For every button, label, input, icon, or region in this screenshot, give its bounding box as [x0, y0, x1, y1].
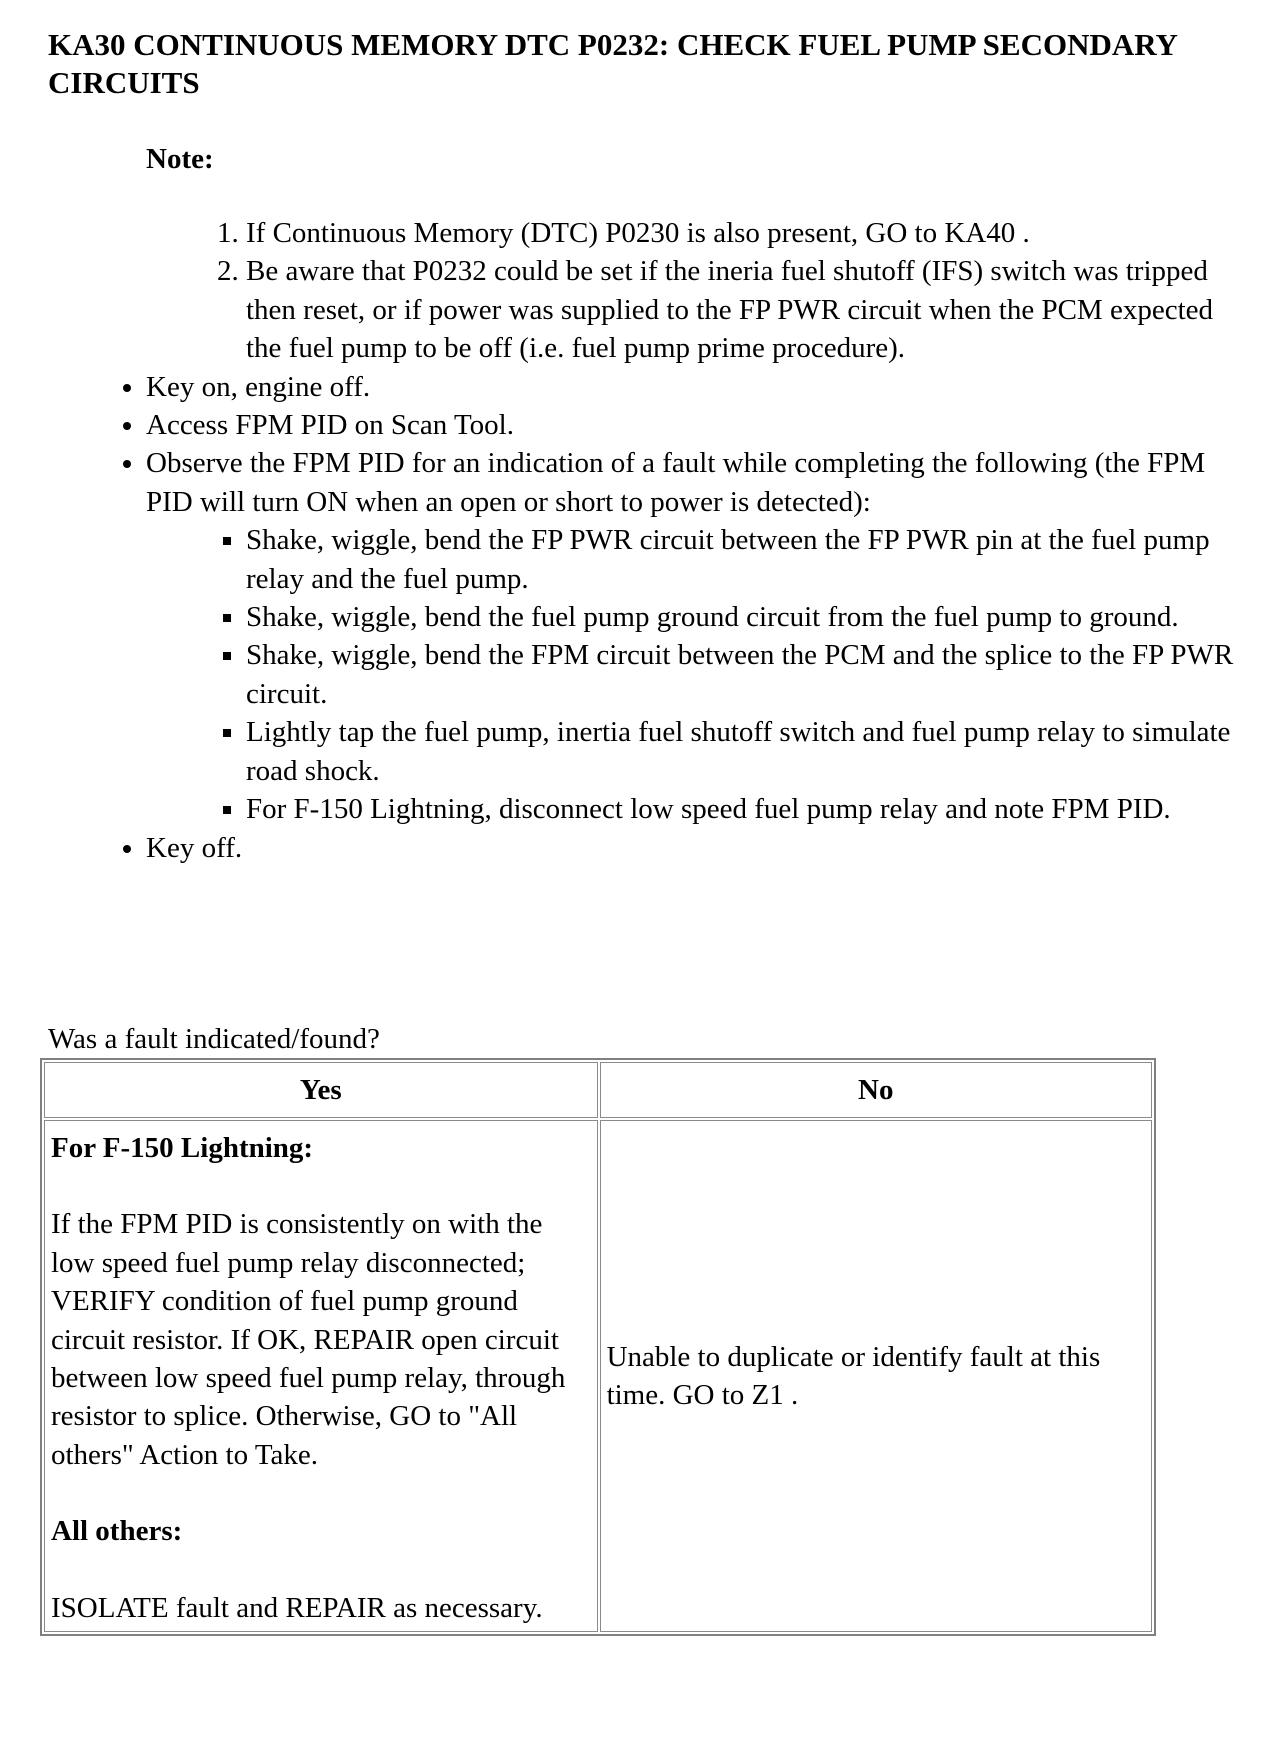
procedure-content — [0, 214, 1264, 867]
substep-item: ▪ Lightly tap the fuel pump, inertia fuel shutoff switch and fuel pump relay to simulate road shock. — [246, 713, 1236, 790]
notes-list — [0, 214, 1226, 368]
question-text: Was a fault indicated/found? — [48, 1023, 380, 1055]
step-text: Observe the FPM PID for an indication of a fault while completing the following (the FPM PID will turn ON when an open or short to power is detected): — [146, 447, 1206, 518]
step-item: • Key off. — [146, 829, 1236, 867]
substep-item: ▪ Shake, wiggle, bend the FPM circuit between the PCM and the splice to the FP PWR circuit. — [246, 636, 1236, 713]
substep-item: ▪ For F-150 Lightning, disconnect low speed fuel pump relay and note FPM PID. — [246, 790, 1236, 828]
substep-item: ▪ Shake, wiggle, bend the fuel pump ground circuit from the fuel pump to ground. — [246, 598, 1236, 636]
steps-list — [0, 368, 1236, 867]
step-item: • Access FPM PID on Scan Tool. — [146, 406, 1236, 444]
substep-item: ▪ Shake, wiggle, bend the FP PWR circuit between the FP PWR pin at the fuel pump relay and the fuel pump. — [246, 521, 1236, 598]
yes-cell — [44, 1120, 598, 1632]
note-label: Note: — [146, 143, 214, 175]
yes-heading-lightning: For F-150 Lightning: — [51, 1132, 314, 1164]
yes-paragraph-lightning: If the FPM PID is consistently on with the low speed fuel pump relay disconnected; VERIFY condition of fuel pump ground circuit resistor. If OK, REPAIR open circuit between low speed fuel pump relay, through resistor to splice. Otherwise, GO to "All others" Action to Take. — [51, 1208, 566, 1471]
yes-heading-others: All others: — [51, 1515, 183, 1548]
substeps-list — [146, 521, 1236, 828]
no-cell: Unable to duplicate or identify fault at this time. GO to Z1 . — [600, 1120, 1152, 1632]
table-row — [44, 1120, 1152, 1632]
step-item: • Key on, engine off. — [146, 368, 1236, 406]
header-no: No — [600, 1062, 1152, 1118]
header-yes: Yes — [44, 1062, 598, 1118]
note-item: 1. If Continuous Memory (DTC) P0230 is also present, GO to KA40 . — [246, 214, 1226, 252]
yes-paragraph-others: ISOLATE fault and REPAIR as necessary. — [51, 1591, 543, 1624]
page-title: KA30 CONTINUOUS MEMORY DTC P0232: CHECK FUEL PUMP SECONDARY CIRCUITS — [48, 27, 1177, 100]
note-item: 2. Be aware that P0232 could be set if the ineria fuel shutoff (IFS) switch was tripped then reset, or if power was supplied to the FP PWR circuit when the PCM expected the fuel pump to be off (i.e. fuel pump prime procedure). — [246, 252, 1226, 367]
table-header-row — [44, 1062, 1152, 1118]
answer-table — [40, 1058, 1156, 1636]
step-item-observe — [146, 444, 1236, 828]
